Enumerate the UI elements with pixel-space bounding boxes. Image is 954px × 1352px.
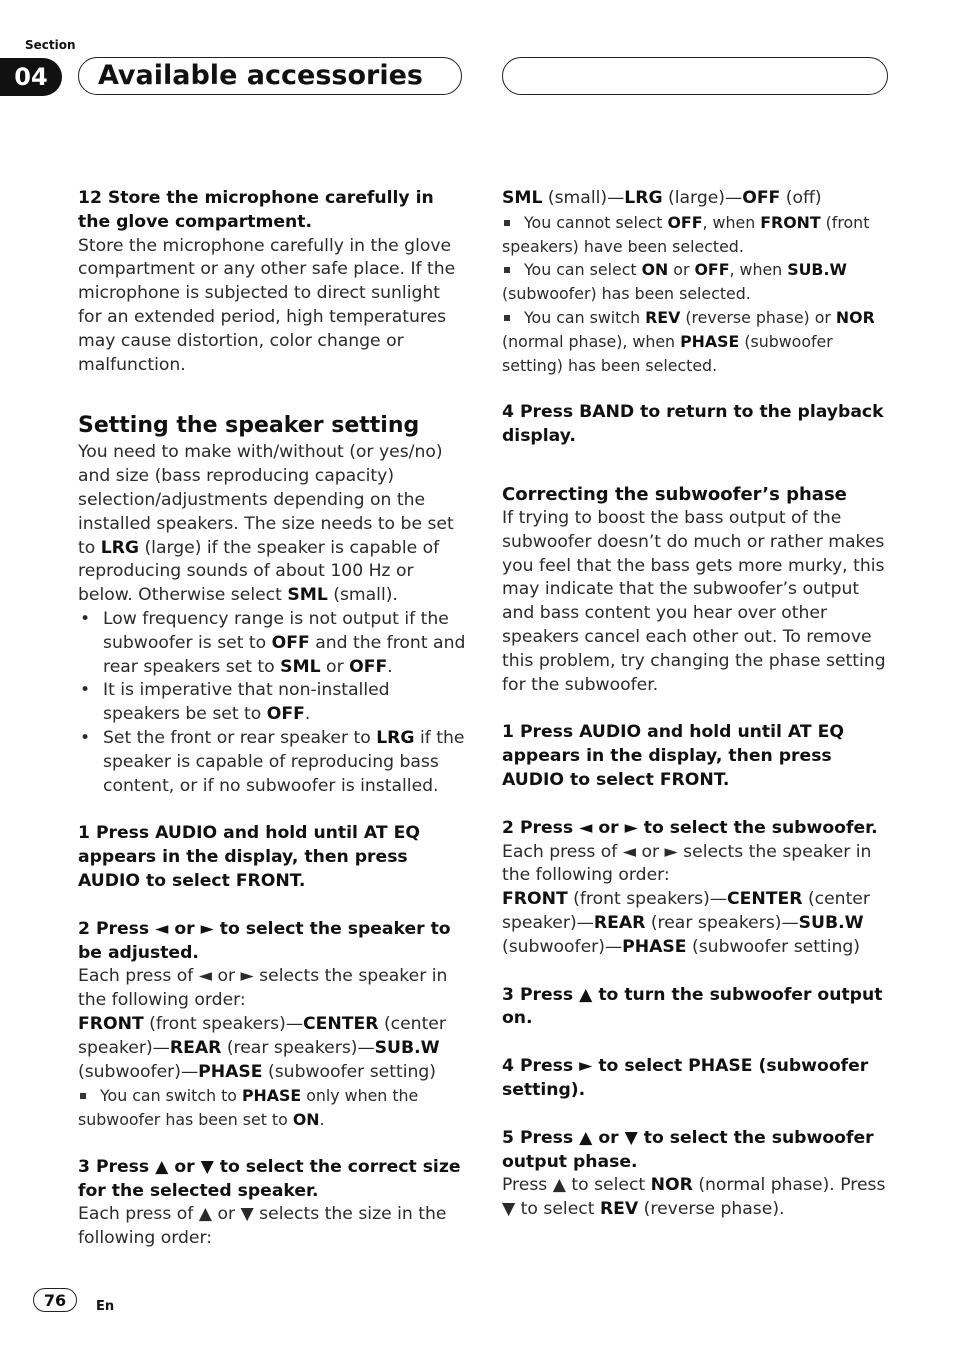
bullet-lrg: • Set the front or rear speaker to LRG if the speaker is capable of reproducing bass content, or if no subwoofer is installed. — [78, 727, 468, 798]
phase-step-4: 4 Press ► to select PHASE (subwoofer setting). — [502, 1056, 869, 1100]
step-2-title: 2 Press ◄ or ► to select the speaker to be adjusted. — [78, 918, 451, 963]
bullet-low-frequency: • Low frequency range is not output if the subwoofer is set to OFF and the front and rear speakers set to SML or OFF. — [78, 608, 468, 679]
step-3-body: Each press of ▲ or ▼ selects the size in the following order: — [78, 1204, 447, 1249]
phase-step-2: 2 Press ◄ or ► to select the subwoofer. — [502, 817, 878, 838]
empty-header-frame — [502, 57, 888, 95]
bullet-non-installed: • It is imperative that non-installed speakers be set to OFF. — [78, 679, 468, 727]
speaker-order: FRONT (front speakers)—CENTER (center speaker)—REAR (rear speakers)—SUB.W (subwoofer)—PHASE (subwoofer setting) — [78, 1013, 446, 1082]
page-title: Available accessories — [98, 60, 423, 91]
step-12-title: 12 Store the microphone carefully in the glove compartment. — [78, 188, 434, 232]
section-label: Section — [25, 38, 76, 52]
step-2-body: Each press of ◄ or ► selects the speaker in the following order: — [78, 966, 448, 1011]
note-cannot-select-off: You cannot select OFF, when FRONT (front speakers) have been selected. — [502, 212, 870, 256]
step-4-title: 4 Press BAND to return to the playback display. — [502, 402, 884, 447]
phase-speaker-order: FRONT (front speakers)—CENTER (center speaker)—REAR (rear speakers)—SUB.W (subwoofer)—PHASE (subwoofer setting) — [502, 889, 870, 957]
square-bullet-icon — [504, 315, 510, 321]
phase-body: If trying to boost the bass output of the subwoofer doesn’t do much or rather makes you feel that the bass gets more murky, this may indicate that the subwoofer’s output and bass content you hear over other speakers cancel each other out. To remove this problem, try changing the phase setting for the subwoofer. — [502, 507, 886, 695]
page-number: 76 — [33, 1288, 77, 1312]
note-switch-rev-nor: You can switch REV (reverse phase) or NOR (normal phase), when PHASE (subwoofer setting) has been selected. — [502, 307, 875, 375]
speaker-intro: You need to make with/without (or yes/no) and size (bass reproducing capacity) selection/adjustments depending on the installed speakers. The size needs to be set to LRG (large) if the speaker is capable of reproducing sounds of about 100 Hz or below. Otherwise select SML (small). — [78, 442, 454, 606]
phase-step-5-body: Press ▲ to select NOR (normal phase). Press ▼ to select REV (reverse phase). — [502, 1175, 886, 1220]
right-column — [502, 187, 892, 1222]
size-order: SML (small)—LRG (large)—OFF (off) — [502, 188, 822, 208]
left-column — [78, 187, 468, 1251]
step-1-title: 1 Press AUDIO and hold until AT EQ appears in the display, then press AUDIO to select FRONT. — [78, 823, 420, 891]
section-number-badge: 04 — [0, 58, 62, 96]
language-label: En — [96, 1299, 115, 1314]
phase-step-2-body: Each press of ◄ or ► selects the speaker in the following order: — [502, 841, 872, 886]
phase-step-5: 5 Press ▲ or ▼ to select the subwoofer output phase. — [502, 1127, 874, 1172]
speaker-setting-heading: Setting the speaker setting — [78, 413, 420, 439]
step-12-body: Store the microphone carefully in the glove compartment or any other safe place. If the microphone is subjected to direct sunlight for an extended period, high temperatures may cause distortion, color change or malfunction. — [78, 235, 456, 375]
square-bullet-icon — [504, 267, 510, 273]
phase-step-3: 3 Press ▲ to turn the subwoofer output on. — [502, 984, 883, 1029]
phase-heading: Correcting the subwoofer’s phase — [502, 483, 847, 505]
square-bullet-icon — [80, 1093, 86, 1099]
phase-note: You can switch to PHASE only when the subwoofer has been set to ON. — [78, 1086, 419, 1130]
step-3-title: 3 Press ▲ or ▼ to select the correct size for the selected speaker. — [78, 1156, 461, 1201]
square-bullet-icon — [504, 220, 510, 226]
phase-step-1: 1 Press AUDIO and hold until AT EQ appears in the display, then press AUDIO to select FRONT. — [502, 722, 844, 790]
note-select-on-off: You can select ON or OFF, when SUB.W (subwoofer) has been selected. — [502, 260, 847, 304]
